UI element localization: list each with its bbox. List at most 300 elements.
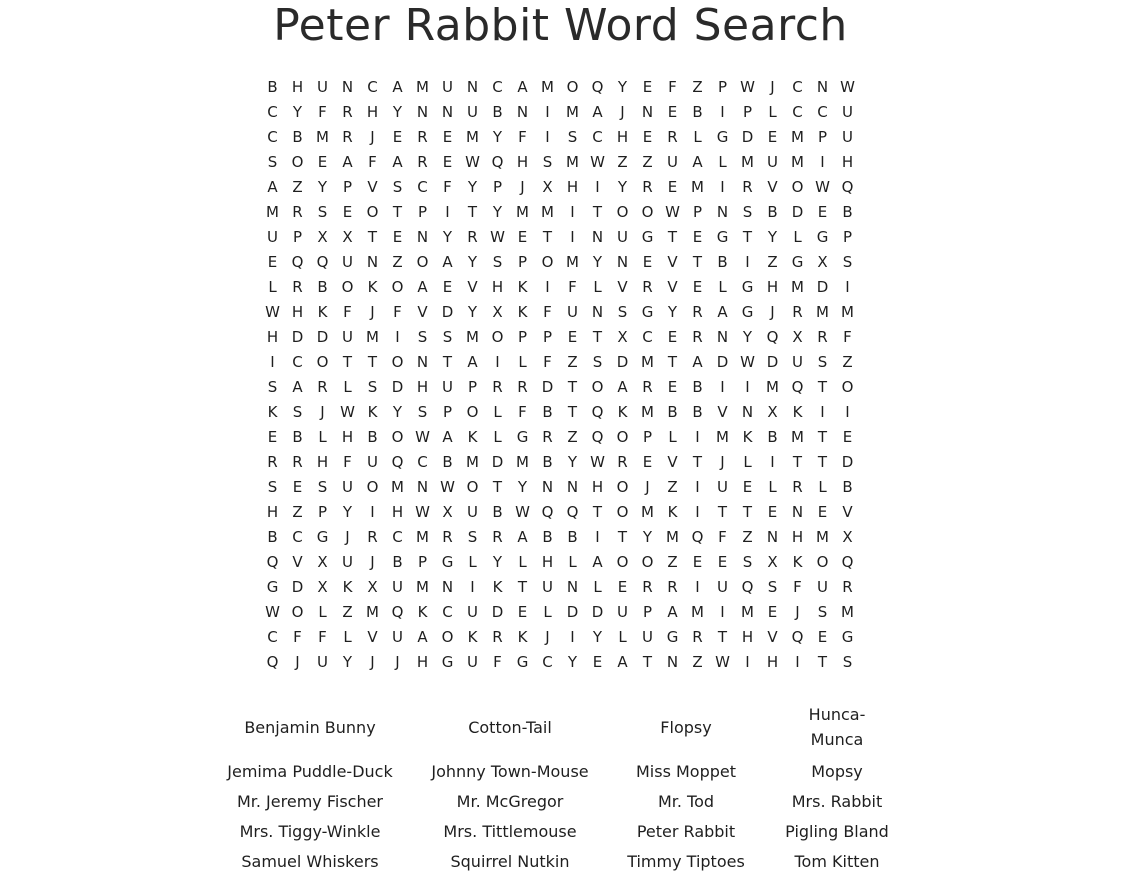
- grid-letter: F: [668, 78, 677, 96]
- grid-letter: M: [266, 203, 279, 221]
- grid-letter: Q: [566, 503, 579, 521]
- grid-letter: M: [741, 153, 754, 171]
- grid-letter: F: [293, 628, 302, 646]
- grid-letter: F: [443, 178, 452, 196]
- word-list-item: [610, 789, 762, 814]
- grid-letter: C: [442, 603, 453, 621]
- grid-letter: E: [517, 228, 528, 246]
- grid-letter: T: [717, 628, 728, 646]
- grid-letter: E: [817, 503, 828, 521]
- grid-letter: S: [592, 353, 603, 371]
- grid-letter: C: [267, 628, 278, 646]
- grid-letter: I: [770, 453, 775, 471]
- word-list-item: [610, 715, 762, 740]
- grid-letter: U: [317, 653, 328, 671]
- grid-letter: S: [317, 203, 328, 221]
- grid-letter: C: [392, 528, 403, 546]
- grid-letter: A: [517, 78, 528, 96]
- grid-letter: R: [542, 428, 553, 446]
- grid-letter: M: [666, 528, 679, 546]
- grid-letter: Y: [492, 553, 503, 571]
- grid-letter: O: [416, 253, 429, 271]
- grid-letter: R: [667, 128, 678, 146]
- grid-letter: M: [516, 453, 529, 471]
- grid-letter: B: [667, 403, 678, 421]
- grid-letter: C: [417, 178, 428, 196]
- grid-letter: M: [391, 478, 404, 496]
- grid-letter: N: [416, 103, 429, 121]
- grid-letter: C: [267, 128, 278, 146]
- grid-letter: T: [592, 503, 603, 521]
- word-list-item: [762, 819, 912, 844]
- grid-letter: A: [292, 378, 303, 396]
- grid-letter: H: [316, 453, 329, 471]
- grid-letter: G: [791, 253, 804, 271]
- grid-letter: I: [545, 128, 550, 146]
- grid-letter: N: [566, 578, 579, 596]
- word-list-item: [210, 819, 410, 844]
- grid-letter: R: [692, 328, 703, 346]
- grid-letter: O: [341, 278, 354, 296]
- grid-letter: M: [641, 403, 654, 421]
- grid-letter: M: [641, 503, 654, 521]
- word-list-item: [610, 759, 762, 784]
- grid-letter: G: [641, 303, 654, 321]
- word-list-item: [610, 819, 762, 844]
- grid-letter: O: [591, 378, 604, 396]
- grid-letter: D: [816, 278, 829, 296]
- grid-letter: P: [292, 228, 303, 246]
- grid-letter: A: [467, 353, 478, 371]
- grid-letter: V: [667, 278, 678, 296]
- grid-letter: N: [666, 653, 679, 671]
- grid-letter: M: [816, 303, 829, 321]
- grid-letter: R: [292, 453, 303, 471]
- grid-letter: F: [843, 328, 852, 346]
- grid-letter: B: [292, 128, 303, 146]
- word-list-item: [210, 789, 410, 814]
- grid-letter: P: [817, 128, 828, 146]
- grid-letter: Q: [266, 653, 279, 671]
- grid-letter: Y: [342, 503, 353, 521]
- grid-letter: U: [467, 503, 478, 521]
- grid-letter: U: [342, 253, 353, 271]
- grid-letter: T: [467, 203, 478, 221]
- grid-letter: Z: [767, 253, 778, 271]
- grid-letter: L: [768, 103, 777, 121]
- grid-letter: Z: [292, 178, 303, 196]
- grid-letter: H: [341, 428, 354, 446]
- grid-letter: A: [692, 353, 703, 371]
- grid-letter: K: [667, 503, 678, 521]
- grid-letter: N: [416, 478, 429, 496]
- grid-letter: X: [317, 228, 328, 246]
- grid-letter: E: [342, 203, 353, 221]
- grid-letter: M: [416, 578, 429, 596]
- grid-letter: L: [768, 478, 777, 496]
- grid-letter: Q: [316, 253, 329, 271]
- grid-letter: I: [695, 503, 700, 521]
- grid-letter: R: [667, 578, 678, 596]
- grid-letter: T: [717, 503, 728, 521]
- grid-letter: I: [745, 253, 750, 271]
- grid-letter: U: [842, 103, 853, 121]
- grid-letter: G: [716, 228, 729, 246]
- grid-letter: Y: [292, 103, 303, 121]
- word-list-item: [210, 759, 410, 784]
- grid-letter: E: [642, 453, 653, 471]
- grid-letter: H: [616, 128, 629, 146]
- grid-letter: Z: [667, 553, 678, 571]
- grid-letter: P: [642, 603, 653, 621]
- grid-letter: S: [567, 128, 578, 146]
- grid-letter: D: [491, 453, 504, 471]
- grid-letter: C: [817, 103, 828, 121]
- grid-letter: R: [342, 128, 353, 146]
- grid-letter: E: [442, 278, 453, 296]
- grid-letter: Y: [442, 228, 453, 246]
- grid-letter: V: [467, 278, 478, 296]
- grid-letter: L: [743, 453, 752, 471]
- grid-letter: K: [617, 403, 628, 421]
- grid-letter: G: [266, 578, 279, 596]
- grid-letter: O: [791, 178, 804, 196]
- grid-letter: S: [267, 478, 278, 496]
- grid-letter: P: [517, 328, 528, 346]
- word-list-item: [210, 849, 410, 874]
- grid-letter: R: [267, 453, 278, 471]
- grid-letter: K: [367, 403, 378, 421]
- grid-letter: B: [692, 103, 703, 121]
- grid-letter: G: [441, 553, 454, 571]
- grid-letter: T: [617, 528, 628, 546]
- grid-letter: W: [590, 153, 605, 171]
- grid-letter: N: [641, 103, 654, 121]
- grid-letter: J: [645, 478, 650, 496]
- grid-letter: K: [742, 428, 753, 446]
- word-list-row: [210, 786, 912, 816]
- grid-letter: M: [416, 528, 429, 546]
- grid-letter: J: [345, 528, 350, 546]
- grid-letter: A: [592, 553, 603, 571]
- grid-letter: U: [792, 353, 803, 371]
- grid-letter: J: [370, 553, 375, 571]
- grid-letter: B: [442, 453, 453, 471]
- grid-letter: A: [342, 153, 353, 171]
- grid-letter: J: [370, 653, 375, 671]
- grid-letter: Q: [841, 178, 854, 196]
- grid-letter: S: [267, 378, 278, 396]
- word-list-item: [762, 789, 912, 814]
- grid-letter: R: [342, 103, 353, 121]
- grid-letter: E: [842, 428, 853, 446]
- grid-letter: V: [667, 453, 678, 471]
- grid-letter: R: [617, 453, 628, 471]
- grid-letter: P: [642, 428, 653, 446]
- grid-letter: M: [541, 78, 554, 96]
- grid-letter: E: [592, 653, 603, 671]
- grid-letter: C: [367, 78, 378, 96]
- grid-letter: U: [617, 228, 628, 246]
- grid-letter: Z: [667, 478, 678, 496]
- grid-letter: Z: [642, 153, 653, 171]
- grid-letter: M: [716, 428, 729, 446]
- grid-letter: P: [717, 78, 728, 96]
- grid-letter: T: [742, 228, 753, 246]
- grid-letter: B: [692, 403, 703, 421]
- grid-letter: Y: [567, 453, 578, 471]
- grid-letter: Q: [766, 328, 779, 346]
- grid-letter: Q: [491, 153, 504, 171]
- letter-grid: [260, 75, 860, 675]
- grid-letter: Z: [342, 603, 353, 621]
- grid-letter: O: [641, 203, 654, 221]
- grid-letter: H: [541, 553, 554, 571]
- grid-letter: V: [617, 278, 628, 296]
- grid-letter: B: [492, 103, 503, 121]
- grid-letter: U: [617, 603, 628, 621]
- grid-letter: O: [616, 478, 629, 496]
- grid-letter: Y: [342, 653, 353, 671]
- grid-letter: S: [317, 478, 328, 496]
- grid-letter: U: [267, 228, 278, 246]
- grid-letter: T: [742, 503, 753, 521]
- grid-letter: X: [842, 528, 853, 546]
- grid-letter: H: [266, 503, 279, 521]
- grid-letter: P: [542, 328, 553, 346]
- grid-letter: T: [667, 228, 678, 246]
- grid-letter: W: [740, 78, 755, 96]
- grid-letter: F: [568, 278, 577, 296]
- grid-letter: X: [317, 578, 328, 596]
- grid-letter: Q: [391, 453, 404, 471]
- grid-letter: W: [665, 203, 680, 221]
- grid-letter: M: [841, 303, 854, 321]
- grid-letter: I: [845, 403, 850, 421]
- grid-letter: S: [542, 153, 553, 171]
- grid-letter: E: [667, 178, 678, 196]
- word-list-item: [410, 759, 610, 784]
- grid-letter: S: [417, 328, 428, 346]
- grid-letter: B: [767, 203, 778, 221]
- grid-letter: R: [492, 528, 503, 546]
- grid-letter: I: [595, 528, 600, 546]
- grid-letter: J: [545, 628, 550, 646]
- grid-letter: U: [317, 78, 328, 96]
- grid-letter: T: [817, 453, 828, 471]
- grid-letter: B: [367, 428, 378, 446]
- grid-letter: P: [417, 203, 428, 221]
- grid-letter: Y: [667, 303, 678, 321]
- grid-letter: U: [467, 603, 478, 621]
- grid-letter: N: [466, 78, 479, 96]
- grid-letter: F: [368, 153, 377, 171]
- grid-letter: M: [566, 103, 579, 121]
- grid-letter: X: [792, 328, 803, 346]
- grid-letter: K: [517, 628, 528, 646]
- grid-letter: G: [741, 303, 754, 321]
- word-label: Peter Rabbit: [636, 821, 736, 841]
- grid-letter: W: [415, 503, 430, 521]
- grid-letter: N: [416, 228, 429, 246]
- grid-letter: H: [291, 78, 304, 96]
- grid-letter: S: [617, 303, 628, 321]
- grid-letter: E: [817, 628, 828, 646]
- grid-letter: B: [292, 428, 303, 446]
- grid-letter: U: [817, 578, 828, 596]
- grid-letter: B: [692, 378, 703, 396]
- grid-letter: R: [317, 378, 328, 396]
- word-label: Cotton-Tail: [468, 717, 552, 737]
- word-label: Mrs. Tittlemouse: [443, 821, 577, 841]
- grid-letter: N: [816, 78, 829, 96]
- grid-letter: K: [467, 428, 478, 446]
- grid-letter: B: [717, 253, 728, 271]
- grid-letter: R: [642, 378, 653, 396]
- grid-letter: X: [767, 553, 778, 571]
- word-list-row: [210, 756, 912, 786]
- grid-letter: E: [392, 128, 403, 146]
- grid-letter: N: [341, 78, 354, 96]
- grid-letter: U: [717, 478, 728, 496]
- grid-letter: D: [541, 378, 554, 396]
- grid-letter: I: [395, 328, 400, 346]
- grid-letter: O: [291, 603, 304, 621]
- grid-letter: U: [667, 153, 678, 171]
- grid-letter: R: [367, 528, 378, 546]
- grid-letter: W: [740, 353, 755, 371]
- grid-letter: E: [767, 503, 778, 521]
- grid-letter: T: [392, 203, 403, 221]
- grid-letter: F: [718, 528, 727, 546]
- grid-letter: M: [541, 203, 554, 221]
- grid-letter: W: [715, 653, 730, 671]
- grid-letter: G: [666, 628, 679, 646]
- grid-letter: D: [291, 328, 304, 346]
- grid-letter: G: [516, 653, 529, 671]
- grid-letter: Y: [467, 178, 478, 196]
- grid-letter: H: [741, 628, 754, 646]
- grid-letter: N: [591, 303, 604, 321]
- grid-letter: N: [616, 253, 629, 271]
- grid-letter: B: [542, 453, 553, 471]
- grid-letter: W: [465, 153, 480, 171]
- grid-letter: R: [642, 278, 653, 296]
- grid-letter: W: [840, 78, 855, 96]
- grid-letter: J: [370, 303, 375, 321]
- grid-letter: R: [642, 578, 653, 596]
- word-list-item: [410, 849, 610, 874]
- grid-letter: X: [342, 228, 353, 246]
- grid-letter: S: [442, 328, 453, 346]
- grid-letter: W: [490, 228, 505, 246]
- grid-letter: E: [517, 603, 528, 621]
- grid-letter: T: [817, 378, 828, 396]
- grid-letter: T: [567, 378, 578, 396]
- grid-letter: H: [516, 153, 529, 171]
- grid-letter: Q: [791, 628, 804, 646]
- grid-letter: T: [442, 353, 453, 371]
- grid-letter: A: [442, 253, 453, 271]
- grid-letter: U: [467, 653, 478, 671]
- grid-letter: G: [441, 653, 454, 671]
- grid-letter: B: [542, 528, 553, 546]
- grid-letter: G: [641, 228, 654, 246]
- grid-letter: U: [717, 578, 728, 596]
- grid-letter: I: [595, 178, 600, 196]
- grid-letter: A: [267, 178, 278, 196]
- grid-letter: L: [618, 628, 627, 646]
- grid-letter: J: [770, 78, 775, 96]
- grid-letter: W: [415, 428, 430, 446]
- grid-letter: Q: [841, 553, 854, 571]
- grid-letter: D: [391, 378, 404, 396]
- grid-letter: H: [791, 528, 804, 546]
- grid-letter: Z: [692, 653, 703, 671]
- grid-letter: T: [642, 653, 653, 671]
- grid-letter: S: [367, 378, 378, 396]
- grid-letter: Q: [591, 78, 604, 96]
- grid-letter: K: [492, 578, 503, 596]
- grid-letter: M: [766, 378, 779, 396]
- grid-letter: S: [842, 653, 853, 671]
- grid-letter: A: [617, 378, 628, 396]
- grid-letter: R: [467, 228, 478, 246]
- grid-letter: V: [842, 503, 853, 521]
- grid-letter: Y: [392, 403, 403, 421]
- grid-letter: N: [441, 578, 454, 596]
- grid-letter: Q: [266, 553, 279, 571]
- grid-letter: Q: [541, 503, 554, 521]
- grid-letter: U: [567, 303, 578, 321]
- grid-letter: O: [566, 78, 579, 96]
- grid-letter: P: [442, 403, 453, 421]
- grid-letter: I: [745, 378, 750, 396]
- grid-letter: E: [317, 153, 328, 171]
- grid-letter: B: [492, 503, 503, 521]
- grid-letter: B: [317, 278, 328, 296]
- word-list: [210, 702, 912, 876]
- grid-letter: A: [392, 78, 403, 96]
- grid-letter: N: [441, 103, 454, 121]
- grid-letter: P: [692, 203, 703, 221]
- grid-letter: C: [267, 103, 278, 121]
- grid-letter: U: [767, 153, 778, 171]
- grid-letter: D: [841, 453, 854, 471]
- grid-letter: G: [716, 128, 729, 146]
- grid-letter: E: [667, 328, 678, 346]
- grid-letter: N: [716, 203, 729, 221]
- grid-letter: H: [416, 653, 429, 671]
- grid-letter: Y: [517, 478, 528, 496]
- grid-letter: E: [567, 328, 578, 346]
- grid-letter: Q: [291, 253, 304, 271]
- word-label: Timmy Tiptoes: [627, 851, 745, 871]
- grid-letter: I: [820, 153, 825, 171]
- word-label: Squirrel Nutkin: [450, 851, 570, 871]
- grid-letter: B: [767, 428, 778, 446]
- grid-letter: Y: [617, 178, 628, 196]
- word-list-item: [762, 759, 912, 784]
- grid-letter: T: [667, 353, 678, 371]
- grid-letter: L: [343, 628, 352, 646]
- grid-letter: L: [668, 428, 677, 446]
- grid-letter: E: [642, 253, 653, 271]
- grid-letter: L: [493, 403, 502, 421]
- grid-letter: U: [392, 578, 403, 596]
- word-label: Mr. Jeremy Fischer: [236, 791, 384, 811]
- grid-letter: O: [616, 203, 629, 221]
